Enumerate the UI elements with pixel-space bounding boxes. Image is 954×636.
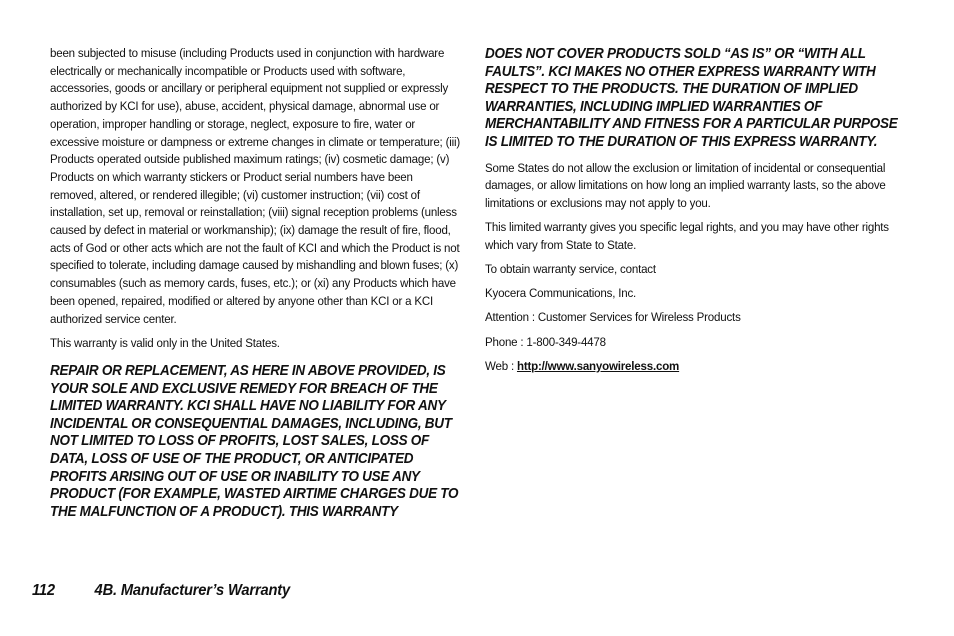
paragraph-misuse: been subjected to misuse (including Products used in conjunction with hardware electrically or mechanically incompatible or Products used with software, accessories, goods or ancillary or peripheral equipment not supplied or expressly authorized by KCI for use), abuse, accident, physical damage, abnormal use or operation, improper handling or storage, neglect, exposure to fire, water or excessive moisture or dampness or extreme changes in climate or temperature; (iii) Products operated outside published maximum ratings; (iv) cosmetic damage; (v) Products on which warranty stickers or Product serial numbers have been removed, altered, or rendered illegible; (vi) customer instruction; (vii) cost of installation, set up, removal or reinstallation; (viii) signal reception problems (unless caused by defect in material or workmanship); (ix) damage the result of fire, flood, acts of God or other acts which are not the fault of KCI and which the Product is not specified to tolerate, including damage caused by mishandling and blown fuses; (x) consumables (such as memory cards, fuses, etc.); or (xi) any Products which have been opened, repaired, modified or altered by anyone other than KCI or a KCI authorized service center. (50, 46, 460, 326)
company-name: Kyocera Communications, Inc. (485, 286, 637, 301)
paragraph-valid-us: This warranty is valid only in the United States. (50, 336, 280, 351)
section-title: 4B. Manufacturer’s Warranty (94, 582, 291, 599)
paragraph-legal-rights: This limited warranty gives you specific legal rights, and you may have other rights which vary from State to State. (485, 220, 889, 252)
page-number: 112 (32, 582, 55, 599)
right-column (485, 45, 905, 376)
paragraph-states: Some States do not allow the exclusion or limitation of incidental or consequential damages, or allow limitations on how long an implied warranty lasts, so the above limitations or exclusions may not apply to you. (485, 160, 886, 210)
paragraph-sole-remedy: REPAIR OR REPLACEMENT, AS HERE IN ABOVE PROVIDED, IS YOUR SOLE AND EXCLUSIVE REMEDY FOR BREACH OF THE LIMITED WARRANTY. KCI SHALL HAVE NO LIABILITY FOR ANY INCIDENTAL OR CONSEQUENTIAL DAMAGES, INCLUDING, BUT NOT LIMITED TO LOSS OF PROFITS, LOST SALES, LOSS OF DATA, LOSS OF USE OF THE PRODUCT, OR ANTICIPATED PROFITS ARISING OUT OF USE OR INABILITY TO USE ANY PRODUCT (FOR EXAMPLE, WASTED AIRTIME CHARGES DUE TO THE MALFUNCTION OF A PRODUCT). THIS WARRANTY (50, 361, 459, 520)
page-footer (32, 582, 290, 600)
web-line (485, 358, 907, 376)
web-link[interactable]: http://www.sanyowireless.com (516, 358, 680, 373)
left-column (50, 45, 460, 520)
attention-line: Attention : Customer Services for Wireless Products (485, 310, 741, 325)
web-label: Web : (485, 358, 517, 373)
phone-line: Phone : 1-800-349-4478 (485, 334, 606, 349)
paragraph-as-is: DOES NOT COVER PRODUCTS SOLD “AS IS” OR “WITH ALL FAULTS”. KCI MAKES NO OTHER EXPRESS WARRANTY WITH RESPECT TO THE PRODUCTS. THE DURATION OF IMPLIED WARRANTIES, INCLUDING IMPLIED WARRANTIES OF MERCHANTABILITY AND FITNESS FOR A PARTICULAR PURPOSE IS LIMITED TO THE DURATION OF THIS EXPRESS WARRANTY. (485, 45, 898, 150)
contact-intro: To obtain warranty service, contact (485, 262, 656, 277)
